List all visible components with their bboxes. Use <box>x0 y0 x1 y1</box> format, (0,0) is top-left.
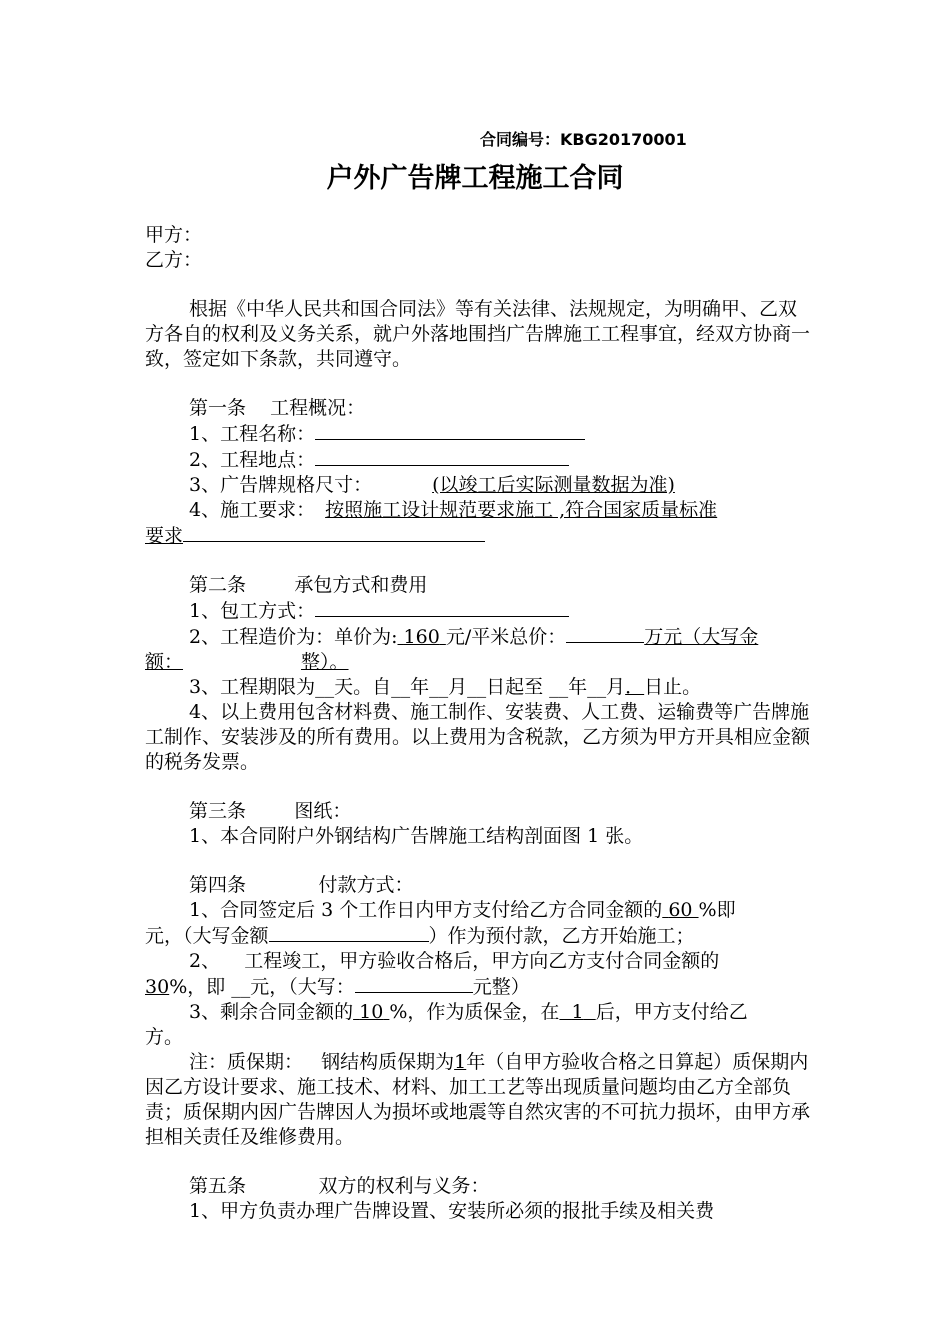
article4-item1: 1、合同签定后 3 个工作日内甲方支付给乙方合同金额的 60 %即 <box>189 899 736 921</box>
completion-percent: 30 <box>145 976 170 998</box>
prepay-percent: 60 <box>668 899 693 921</box>
total-price-unit: 万元（大写金 <box>644 626 759 648</box>
article4-item2-cont: 30%，即 __元，（大写： 元整） <box>145 976 530 998</box>
article2-item1: 1、包工方式： <box>145 598 810 624</box>
document-body <box>145 223 810 1224</box>
article3-heading: 第三条 图纸： <box>189 800 352 822</box>
preamble: 根据《中华人民共和国合同法》等有关法律、法规规定，为明确甲、乙双方各自的权利及义务关系，就户外落地围挡广告牌施工工程事宜，经双方协商一致，签定如下条款，共同遵守。 <box>145 298 811 370</box>
article2-heading: 第二条 承包方式和费用 <box>189 574 428 596</box>
article2-item2: 2、工程造价为：单价为: 160 元/平米总价： 万元（大写金 <box>189 626 759 648</box>
amount-in-words: 额： 整）。 <box>145 651 349 673</box>
article1-heading: 第一条 工程概况： <box>189 397 366 419</box>
project-location-blank[interactable] <box>315 447 569 466</box>
total-price-blank[interactable] <box>566 624 644 643</box>
prepay-amount-blank[interactable] <box>269 923 429 942</box>
article2-item4: 4、以上费用包含材料费、施工制作、安装费、人工费、运输费等广告牌施工制作、安装涉及的所有费用。以上费用为含税款，乙方须为甲方开具相应金额的税务发票。 <box>145 701 811 773</box>
construction-requirement-b: 要求 <box>145 525 184 547</box>
requirement-blank[interactable] <box>183 523 485 542</box>
construction-requirement-a: 按照施工设计规范要求施工 ,符合国家质量标准 <box>325 499 718 521</box>
article2-item3: 3、工程期限为__天。自__年__月__日起至 __年__月．日止。 <box>189 676 702 698</box>
article2-item2-cont <box>145 650 810 675</box>
size-note: (以竣工后实际测量数据为准) <box>432 474 675 496</box>
period-dot: ． <box>625 676 645 698</box>
party-b-line: 乙方： <box>145 249 203 271</box>
article1-item3: 3、广告牌规格尺寸： (以竣工后实际测量数据为准) <box>189 474 675 496</box>
article1-item2: 2、工程地点： <box>145 447 810 473</box>
article4-heading: 第四条 付款方式： <box>189 874 414 896</box>
party-a-line: 甲方： <box>145 224 203 246</box>
article5-item1: 1、甲方负责办理广告牌设置、安装所必须的报批手续及相关费 <box>189 1200 715 1222</box>
warranty-note: 注：质保期： 钢结构质保期为1年（自甲方验收合格之日算起）质保期内因乙方设计要求、施工技术、材料、加工工艺等出现质量问题均由乙方全部负责；质保期内因广告牌因人为损坏或地震等自然灾害的不可抗力损坏，由甲方承担相关责任及维修费用。 <box>145 1051 811 1148</box>
retention-period: 1 <box>571 1001 584 1023</box>
contract-number <box>480 127 687 150</box>
warranty-years: 1 <box>454 1051 467 1073</box>
article4-item3-cont: 方。 <box>145 1026 184 1048</box>
article1-item4-cont <box>145 523 810 549</box>
article4-item2: 2、 工程竣工，甲方验收合格后，甲方向乙方支付合同金额的 <box>189 950 720 972</box>
article4-item1-cont: 元，（大写金额 ）作为预付款，乙方开始施工； <box>145 925 695 947</box>
contract-number-value: KBG20170001 <box>560 130 687 149</box>
unit-price: 160 <box>403 626 440 648</box>
article1-item1: 1、工程名称： <box>145 421 810 447</box>
article1-item4: 4、施工要求： 按照施工设计规范要求施工 ,符合国家质量标准 <box>189 499 718 521</box>
contract-number-label: 合同编号： <box>480 130 561 149</box>
document-title: 户外广告牌工程施工合同 <box>326 163 624 194</box>
article3-item1: 1、本合同附户外钢结构广告牌施工结构剖面图 1 张。 <box>189 825 644 847</box>
project-name-blank[interactable] <box>315 421 585 440</box>
retention-percent: 10 <box>359 1001 384 1023</box>
article5-heading: 第五条 双方的权利与义务： <box>189 1175 490 1197</box>
completion-amount-blank[interactable] <box>355 974 473 993</box>
contract-method-blank[interactable] <box>315 598 569 617</box>
article4-item3: 3、剩余合同金额的 10 %，作为质保金，在 1 后，甲方支付给乙 <box>189 1001 748 1023</box>
